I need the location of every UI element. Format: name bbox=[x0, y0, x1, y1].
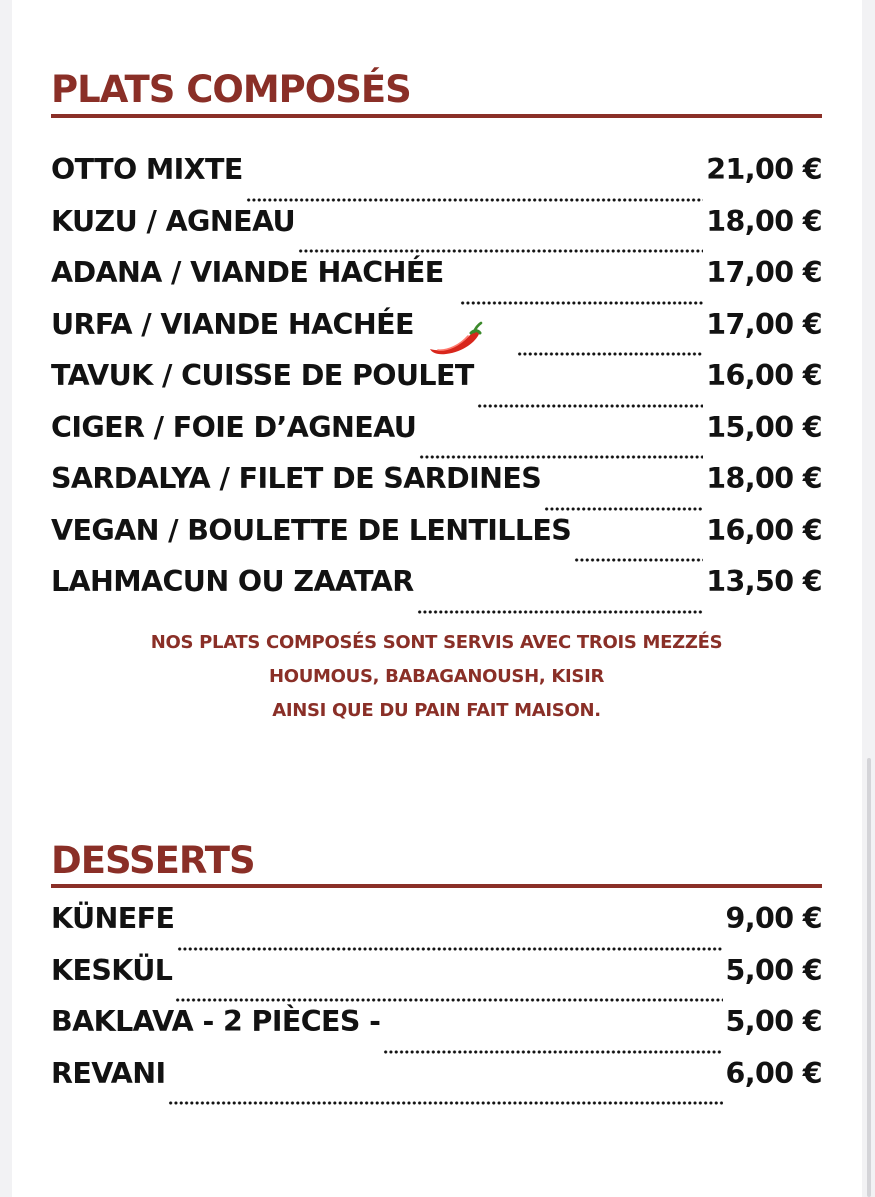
dot-leader bbox=[168, 1101, 722, 1105]
item-name: CIGER / FOIE D’AGNEAU bbox=[51, 410, 417, 444]
dot-leader bbox=[298, 249, 703, 253]
item-name: KUZU / AGNEAU bbox=[51, 204, 296, 238]
dot-leader bbox=[417, 610, 704, 614]
plats-divider bbox=[51, 114, 822, 118]
desserts-section-title: DESSERTS bbox=[51, 839, 255, 882]
desserts-divider bbox=[51, 884, 822, 888]
menu-item bbox=[51, 204, 822, 260]
menu-item bbox=[51, 953, 822, 1009]
menu-item bbox=[51, 153, 822, 208]
item-name: BAKLAVA - 2 PIÈCES - bbox=[51, 1005, 381, 1038]
item-price: 6,00 € bbox=[725, 1056, 822, 1090]
dot-leader bbox=[574, 558, 703, 562]
menu-item bbox=[51, 307, 822, 363]
item-price: 17,00 € bbox=[706, 256, 822, 289]
dot-leader bbox=[383, 1050, 722, 1054]
scrollbar[interactable] bbox=[867, 758, 871, 1197]
item-name: KESKÜL bbox=[51, 953, 173, 987]
menu-item bbox=[51, 1005, 822, 1060]
item-price: 17,00 € bbox=[706, 307, 822, 341]
item-price: 9,00 € bbox=[725, 902, 822, 935]
dot-leader bbox=[177, 947, 722, 951]
plats-section-title: PLATS COMPOSÉS bbox=[51, 68, 411, 111]
item-name: SARDALYA / FILET DE SARDINES bbox=[51, 462, 542, 495]
item-name: VEGAN / BOULETTE DE LENTILLES bbox=[51, 513, 572, 547]
item-name: KÜNEFE bbox=[51, 902, 175, 935]
dot-leader bbox=[544, 507, 703, 511]
item-price: 5,00 € bbox=[725, 1005, 822, 1038]
dot-leader bbox=[419, 455, 703, 459]
item-price: 21,00 € bbox=[706, 153, 822, 186]
item-name: ADANA / VIANDE HACHÉE bbox=[51, 256, 444, 289]
desserts-list bbox=[51, 902, 822, 1111]
menu-item bbox=[51, 359, 822, 414]
dot-leader bbox=[175, 998, 722, 1002]
item-price: 16,00 € bbox=[706, 359, 822, 392]
menu-item bbox=[51, 902, 822, 957]
menu-item bbox=[51, 256, 822, 311]
dot-leader bbox=[477, 404, 704, 408]
item-price: 16,00 € bbox=[706, 513, 822, 547]
item-price: 18,00 € bbox=[706, 204, 822, 238]
note-line: AINSI QUE DU PAIN FAIT MAISON. bbox=[272, 700, 601, 721]
menu-item bbox=[51, 1056, 822, 1112]
item-price: 18,00 € bbox=[706, 462, 822, 495]
item-name: TAVUK / CUISSE DE POULET bbox=[51, 359, 474, 392]
item-price: 5,00 € bbox=[725, 953, 822, 987]
note-line: HOUMOUS, BABAGANOUSH, KISIR bbox=[268, 666, 605, 687]
item-price: 15,00 € bbox=[706, 410, 822, 444]
dot-leader bbox=[460, 301, 704, 305]
menu-item bbox=[51, 410, 822, 466]
item-name: REVANI bbox=[51, 1056, 166, 1090]
plats-note bbox=[51, 626, 822, 728]
dot-leader bbox=[517, 352, 703, 356]
plats-list bbox=[51, 153, 822, 620]
menu-item bbox=[51, 513, 822, 569]
menu-item bbox=[51, 462, 822, 517]
item-name: OTTO MIXTE bbox=[51, 153, 243, 186]
item-name: URFA / VIANDE HACHÉE bbox=[51, 307, 414, 341]
dot-leader bbox=[246, 198, 704, 202]
item-price: 13,50 € bbox=[706, 565, 822, 598]
chili-pepper-icon bbox=[424, 321, 484, 351]
menu-page bbox=[12, 0, 862, 1197]
menu-item bbox=[51, 565, 822, 620]
note-line: NOS PLATS COMPOSÉS SONT SERVIS AVEC TROIS MEZZÉS bbox=[150, 632, 723, 653]
item-name: LAHMACUN OU ZAATAR bbox=[51, 565, 414, 598]
